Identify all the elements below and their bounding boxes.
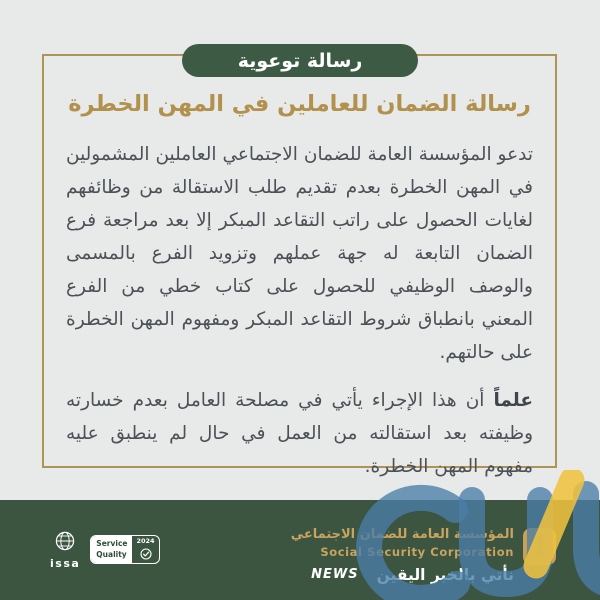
message-card bbox=[42, 54, 557, 477]
footer-certifications bbox=[50, 530, 160, 569]
service-quality-badge bbox=[90, 535, 159, 564]
identity-text bbox=[291, 528, 514, 584]
service-word: Service bbox=[96, 539, 128, 549]
quality-year-section bbox=[132, 536, 158, 563]
message-paragraph: تدعو المؤسسة العامة للضمان الاجتماعي العاملين المشمولين في المهن الخطرة بعدم تقديم طلب الاستقالة من وظائفهم لغايات الحصول على راتب التقاعد المبكر إلا بعد مراجعة فرع الضمان التابعة له جهة عملهم وتزويد الفرع بالمسمى والوصف الوظيفي للحصول على كتاب خطي من الفرع المعني بانطباق شروط التقاعد المبكر ومفهوم المهن الخطرة على حالتهم. bbox=[66, 144, 533, 363]
awareness-badge bbox=[182, 44, 418, 77]
quality-word: Quality bbox=[96, 549, 127, 559]
footer-identity bbox=[291, 528, 556, 584]
service-quality-label bbox=[91, 536, 132, 563]
awareness-badge-label: رسالة توعوية bbox=[237, 49, 363, 72]
slogan-arabic: نأتي بالخبر اليقين bbox=[376, 565, 514, 584]
quality-year: 2024 bbox=[136, 537, 155, 545]
note-rest: أن هذا الإجراء يأتي في مصلحة العامل بعدم خسارته وظيفته بعد استقالته من العمل في حال لم ينطبق عليه مفهوم المهن الخطرة. bbox=[66, 389, 533, 477]
wheat-sheaf-icon bbox=[528, 531, 552, 563]
org-name-arabic: المؤسسة العامة للضمان الاجتماعي bbox=[290, 527, 514, 542]
checkmark-circle-icon bbox=[140, 545, 152, 564]
issa-label: issa bbox=[50, 557, 81, 570]
message-note bbox=[66, 385, 533, 484]
note-lead: علماً bbox=[493, 389, 533, 411]
news-label: NEWS bbox=[311, 567, 359, 583]
issa-logo bbox=[50, 530, 80, 569]
org-name-english: Social Security Corporation bbox=[320, 545, 514, 560]
ssc-logo-square bbox=[523, 528, 556, 565]
issa-globe-icon bbox=[54, 530, 76, 556]
slogan-row bbox=[311, 566, 514, 584]
page-title: رسالة الضمان للعاملين في المهن الخطرة bbox=[68, 91, 531, 117]
